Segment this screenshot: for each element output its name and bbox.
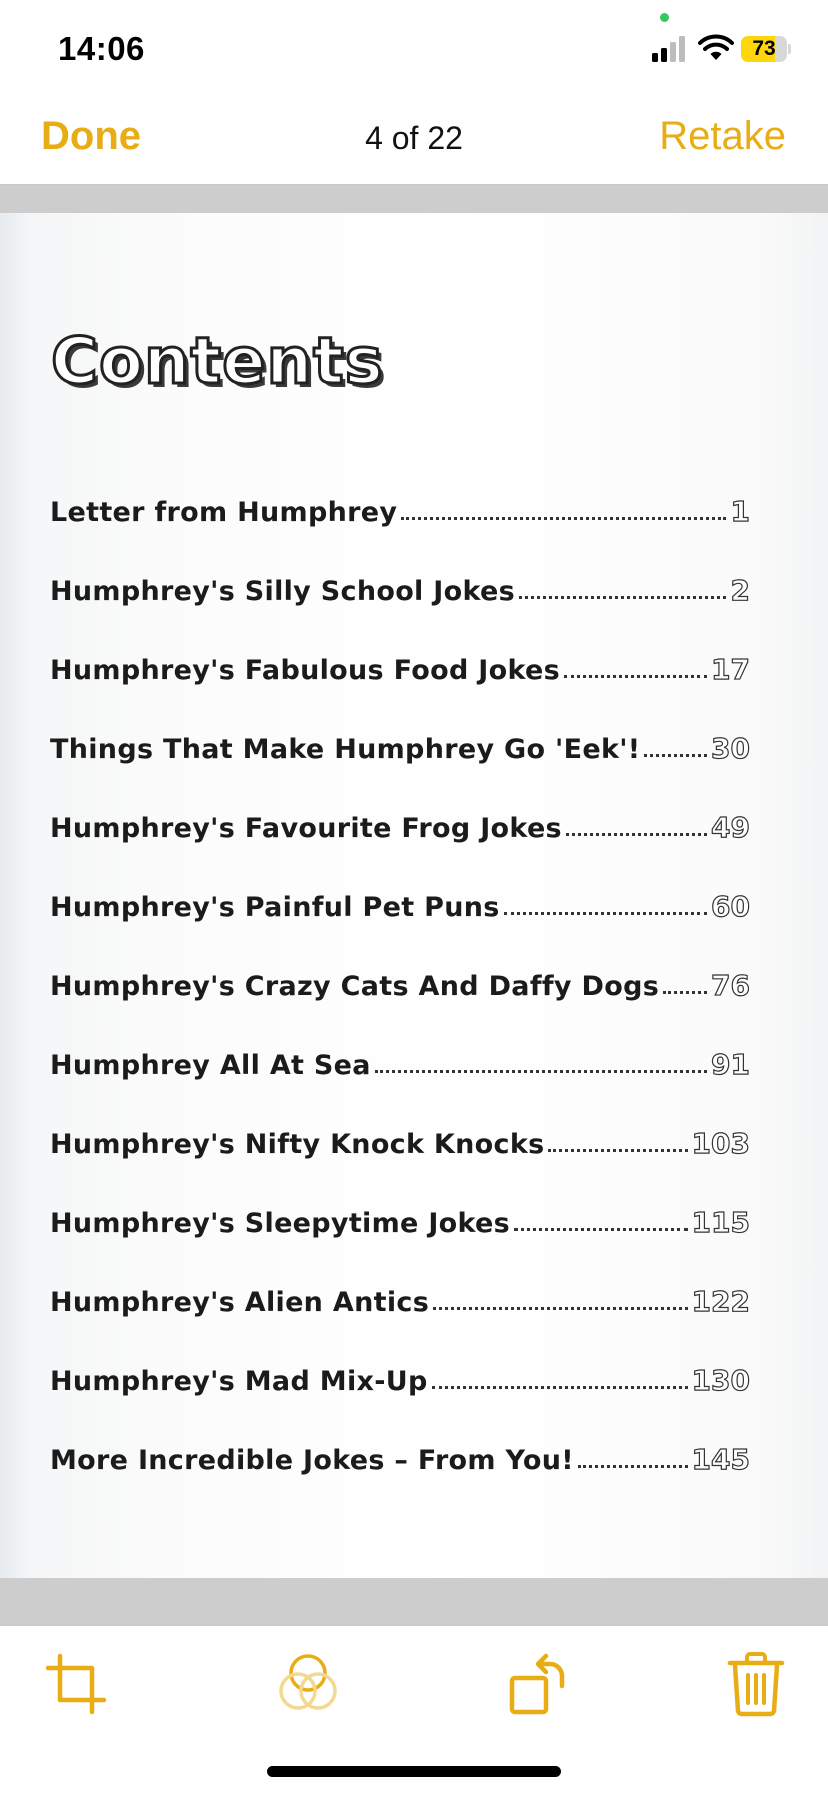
toc-entry-title: Humphrey's Alien Antics [50,1287,430,1318]
toc-entry-page: 17 [711,653,750,686]
toc-entry-title: Letter from Humphrey [50,497,398,528]
toc-entry-title: Humphrey's Crazy Cats And Daffy Dogs [50,971,660,1002]
filters-icon [273,1649,343,1719]
page-counter: 4 of 22 [365,120,463,156]
toc-entry-page: 30 [711,732,750,765]
toc-entry-page: 60 [711,890,750,923]
toc-entry-title: Humphrey All At Sea [50,1050,371,1081]
cellular-signal-icon [652,36,690,62]
toc-dot-leader [504,912,707,915]
toc-dot-leader [564,675,707,678]
toc-entry-page: 145 [691,1443,750,1476]
toc-dot-leader [433,1307,687,1310]
toc-entry-title: Humphrey's Sleepytime Jokes [50,1208,511,1239]
battery-level: 73 [752,37,776,60]
wifi-icon [698,34,734,62]
page-title: Contents [51,325,384,399]
toc-entry [50,449,750,528]
rotate-button[interactable] [498,1644,578,1724]
toc-dot-leader [514,1228,688,1231]
home-indicator [267,1766,561,1777]
toc-entry [50,528,750,607]
toc-entry-title: Humphrey's Mad Mix-Up [50,1366,428,1397]
toc-dot-leader [663,991,707,994]
status-bar [0,0,828,96]
toc-entry-title: Humphrey's Nifty Knock Knocks [50,1129,545,1160]
toc-entry [50,607,750,686]
toc-entry [50,1239,750,1318]
toc-entry [50,1160,750,1239]
toc-entry-title: Humphrey's Silly School Jokes [50,576,516,607]
toc-entry-title: Humphrey's Favourite Frog Jokes [50,813,562,844]
crop-button[interactable] [36,1644,116,1724]
toc-entry-page: 122 [691,1285,750,1318]
battery-cap [788,44,791,54]
toc-entry-page: 76 [711,969,750,1002]
trash-icon [726,1651,786,1717]
table-of-contents [50,449,750,1476]
toc-entry-title: Things That Make Humphrey Go 'Eek'! [50,734,641,765]
retake-button[interactable]: Retake [659,114,786,158]
status-time: 14:06 [58,30,145,67]
toc-dot-leader [644,754,707,757]
toc-entry [50,686,750,765]
toc-entry-title: More Incredible Jokes – From You! [50,1445,574,1476]
crop-icon [44,1652,108,1716]
toc-dot-leader [548,1149,687,1152]
toc-entry [50,1397,750,1476]
toc-dot-leader [375,1070,707,1073]
toc-entry [50,1002,750,1081]
toc-entry-page: 49 [711,811,750,844]
toc-dot-leader [432,1386,688,1389]
toc-entry [50,1318,750,1397]
toc-entry-title: Humphrey's Painful Pet Puns [50,892,500,923]
toc-dot-leader [566,833,707,836]
toc-entry-page: 130 [691,1364,750,1397]
toc-entry [50,765,750,844]
battery-body [741,36,787,62]
toc-entry-page: 1 [730,495,750,528]
toc-entry-page: 91 [711,1048,750,1081]
scanned-page[interactable] [0,213,828,1578]
delete-button[interactable] [716,1644,796,1724]
battery-indicator [741,36,791,62]
toc-dot-leader [519,596,726,599]
toc-entry [50,1081,750,1160]
toc-entry [50,844,750,923]
toc-entry-page: 115 [691,1206,750,1239]
toc-entry-title: Humphrey's Fabulous Food Jokes [50,655,560,686]
toc-entry [50,923,750,1002]
toc-entry-page: 103 [691,1127,750,1160]
filters-button[interactable] [268,1644,348,1724]
toc-entry-page: 2 [730,574,750,607]
nav-bar [0,96,828,185]
camera-in-use-indicator [660,13,669,22]
toc-dot-leader [578,1465,688,1468]
rotate-icon [506,1652,570,1716]
done-button[interactable]: Done [41,114,141,158]
toc-dot-leader [401,517,726,520]
